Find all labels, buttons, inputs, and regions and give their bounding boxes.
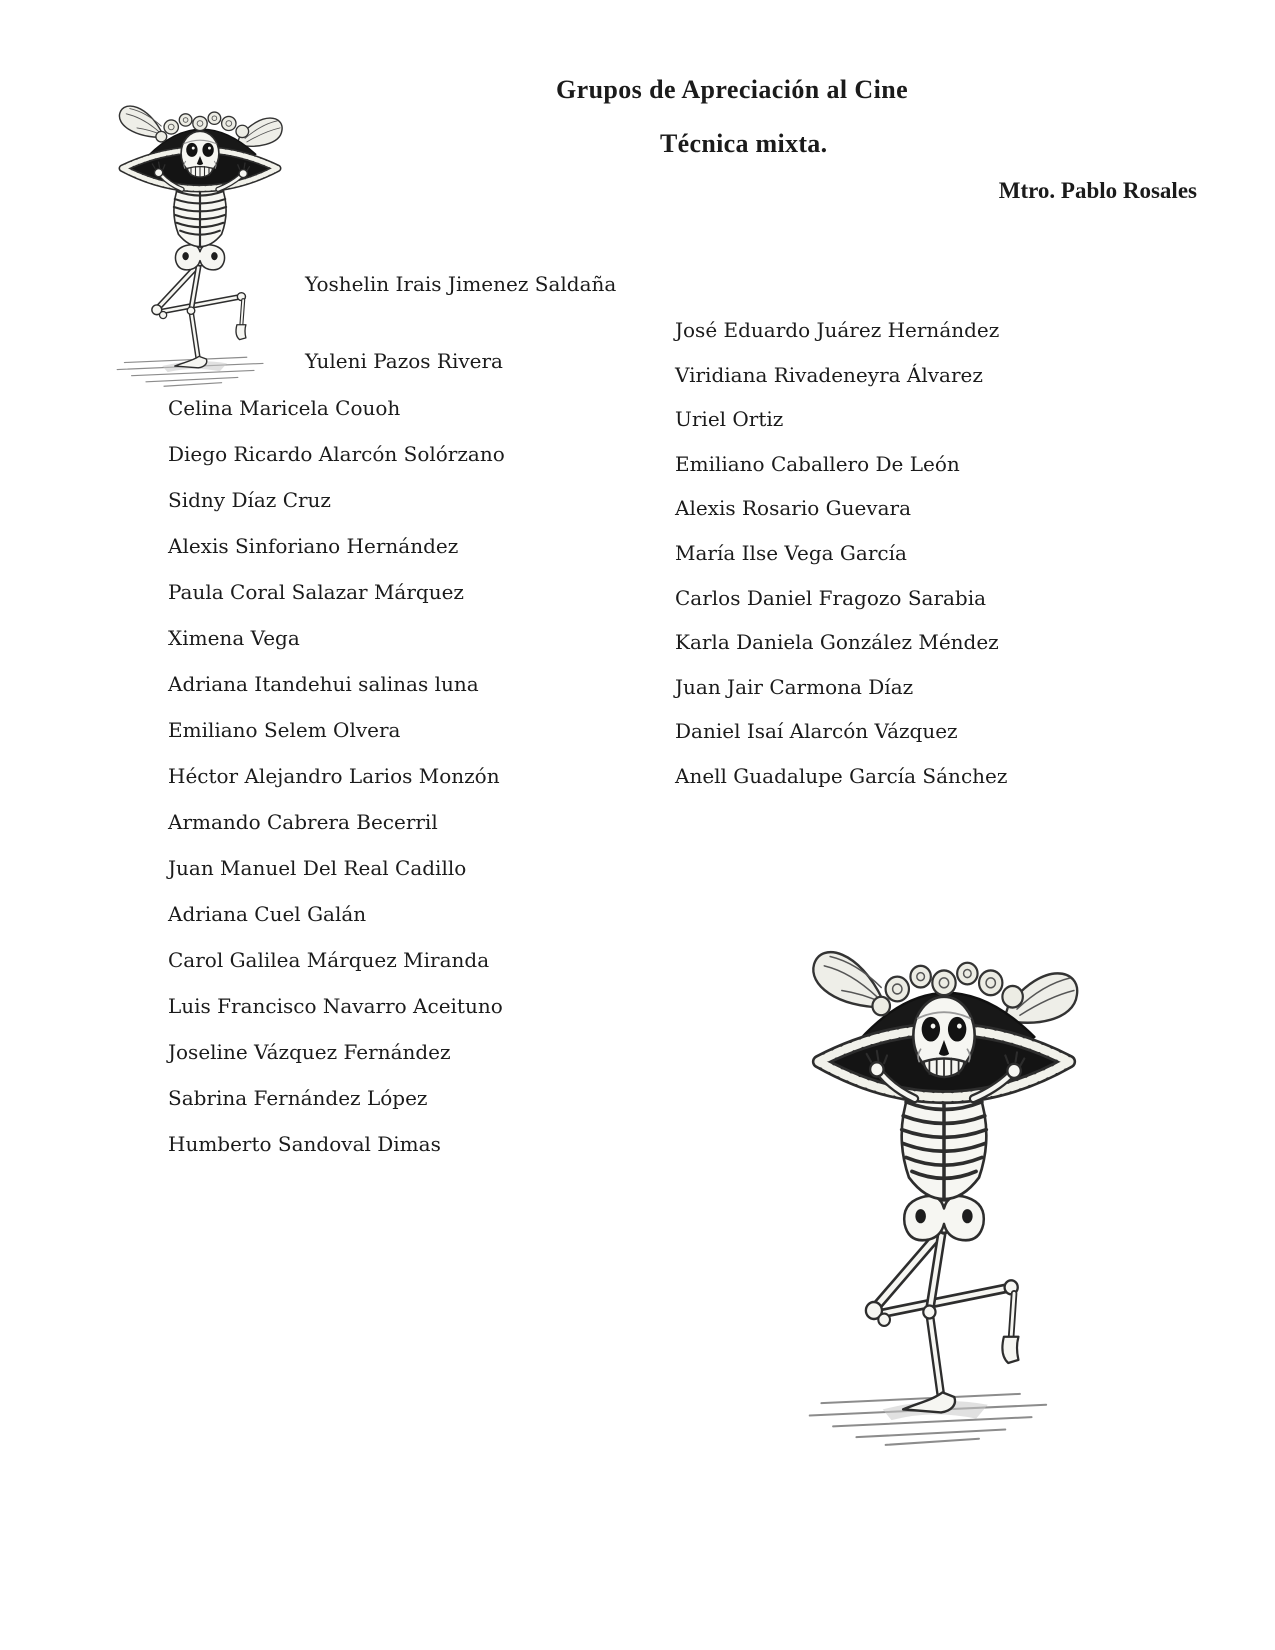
student-name: José Eduardo Juárez Hernández [675, 318, 1000, 342]
author-name: Mtro. Pablo Rosales [998, 178, 1197, 203]
student-name: Alexis Sinforiano Hernández [168, 534, 459, 558]
student-name: Daniel Isaí Alarcón Vázquez [675, 719, 958, 744]
student-name: Viridiana Rivadeneyra Álvarez [675, 362, 983, 387]
student-name: Anell Guadalupe García Sánchez [675, 763, 1008, 788]
student-name: Humberto Sandoval Dimas [168, 1132, 441, 1156]
student-name: Uriel Ortiz [675, 407, 784, 432]
student-name: Yoshelin Irais Jimenez Saldaña [305, 272, 617, 296]
student-name: Yuleni Pazos Rivera [305, 349, 503, 373]
student-name: Adriana Itandehui salinas luna [168, 672, 479, 696]
catrina-skeleton-image-large [798, 938, 1090, 1448]
student-name: Diego Ricardo Alarcón Solórzano [168, 442, 505, 466]
student-name: Paula Coral Salazar Márquez [168, 580, 464, 604]
student-name: Juan Manuel Del Real Cadillo [168, 856, 467, 880]
student-name: Adriana Cuel Galán [168, 902, 367, 926]
indented-name-block [305, 272, 617, 296]
student-name: Alexis Rosario Guevara [675, 496, 912, 521]
student-name: Armando Cabrera Becerril [168, 810, 438, 834]
student-list-left-column [168, 396, 505, 1178]
student-name: Joseline Vázquez Fernández [168, 1040, 451, 1064]
student-name: Héctor Alejandro Larios Monzón [168, 764, 500, 788]
student-name: Sabrina Fernández López [168, 1086, 428, 1110]
student-list-right-column [675, 318, 1007, 809]
student-name: Emiliano Selem Olvera [168, 718, 401, 742]
student-name: Luis Francisco Navarro Aceituno [168, 994, 503, 1018]
page-subtitle: Técnica mixta. [660, 129, 828, 158]
student-name: Juan Jair Carmona Díaz [675, 674, 914, 699]
student-name: Carol Galilea Márquez Miranda [168, 948, 490, 972]
student-name: Karla Daniela González Méndez [675, 630, 999, 655]
student-name: María Ilse Vega García [675, 540, 907, 565]
catrina-skeleton-image-small [110, 98, 290, 388]
student-name: Carlos Daniel Fragozo Sarabia [675, 585, 987, 610]
student-name: Ximena Vega [168, 626, 300, 650]
page-title: Grupos de Apreciación al Cine [556, 75, 909, 104]
student-name: Sidny Díaz Cruz [168, 488, 331, 512]
student-name: Celina Maricela Couoh [168, 396, 401, 420]
student-name: Emiliano Caballero De León [675, 451, 960, 476]
